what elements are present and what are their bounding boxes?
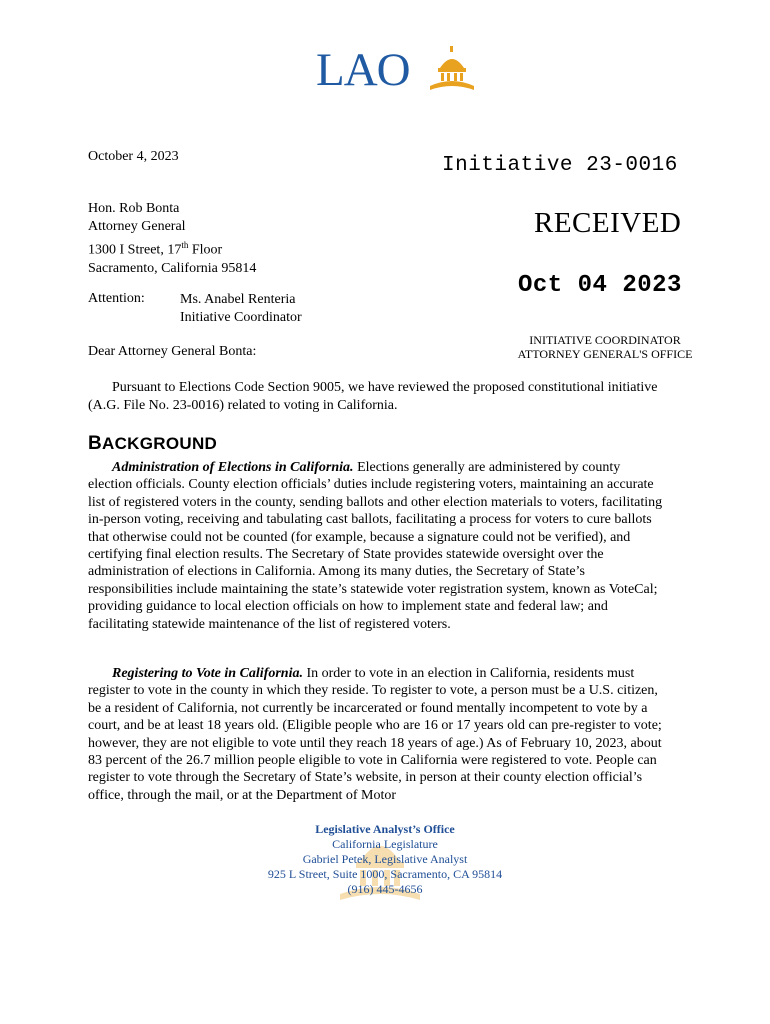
stamp-office [512,333,698,361]
capitol-dome-icon [428,46,476,92]
stamp-office-line-1: INITIATIVE COORDINATOR [529,333,681,347]
recipient-name: Hon. Rob Bonta [88,201,180,216]
paragraph-title: Administration of Elections in California. [112,460,354,475]
lao-logo [316,44,480,96]
recipient-address [88,200,256,278]
stamp-office-line-2: ATTORNEY GENERAL'S OFFICE [517,347,693,361]
attention-name: Ms. Anabel Renteria [180,292,296,307]
attention-recipient [180,291,302,327]
stamp-received: RECEIVED [534,207,682,239]
section-heading-background: BACKGROUND [88,433,218,454]
footer-phone: (916) 445-4656 [347,882,423,896]
recipient-city: Sacramento, California 95814 [88,260,257,276]
recipient-street: 1300 I Street, 17th Floor [88,240,223,258]
attention-title: Initiative Coordinator [180,310,302,325]
footer-analyst: Gabriel Petek, Legislative Analyst [302,852,468,866]
footer-contact [200,822,570,897]
stamp-initiative-number: Initiative 23-0016 [442,154,678,177]
paragraph-administration: Administration of Elections in California. Elections generally are administered by county election officials. County election officials’ duties include registering voters, maintaining an accurate list of registered voters in the county, sending ballots and other election materials to voters, facilitating in-person voting, receiving and tabulating cast ballots, facilitating a process for voters to cure ballots that otherwise could not be counted (for example, because a signature could not be verified), and certifying final election results. The Secretary of State provides statewide oversight over the administration of elections in California. Among its many duties, the Secretary of State’s responsibilities include maintaining the state’s statewide voter registration system, known as VoteCal; providing guidance to local election officials on how to implement state and federal law; and facilitating statewide maintenance of the list of registered voters. [88,460,663,632]
recipient-title: Attorney General [88,219,186,234]
letter-date: October 4, 2023 [88,149,179,164]
attention-label: Attention: [88,291,145,306]
paragraph-title: Registering to Vote in California. [112,666,303,681]
footer-legislature: California Legislature [332,837,438,851]
paragraph-registering: Registering to Vote in California. In order to vote in an election in California, residents must register to vote in the county in which they reside. To register to vote, a person must be a U.S. citizen, be a resident of California, not currently be incarcerated or found mentally incompetent to vote by a court, and be at least 18 years old. (Eligible people who are 16 or 17 years old can pre-register to vote; however, they are not eligible to vote until they reach 18 years of age.) As of February 10, 2023, about 83 percent of the 26.7 million people eligible to vote in California were registered to vote. People can register to vote through the Secretary of State’s website, in person at their county election official’s office, through the mail, or at the Department of Motor [88,666,662,803]
logo-text: LAO [316,44,410,96]
stamp-received-date: Oct 04 2023 [518,272,682,299]
footer-office: Legislative Analyst’s Office [315,822,455,836]
salutation: Dear Attorney General Bonta: [88,344,257,359]
footer-address: 925 L Street, Suite 1000, Sacramento, CA 95814 [267,867,503,881]
intro-paragraph: Pursuant to Elections Code Section 9005, we have reviewed the proposed constitutional initiative (A.G. File No. 23-0016) related to voting in California. [88,380,658,413]
